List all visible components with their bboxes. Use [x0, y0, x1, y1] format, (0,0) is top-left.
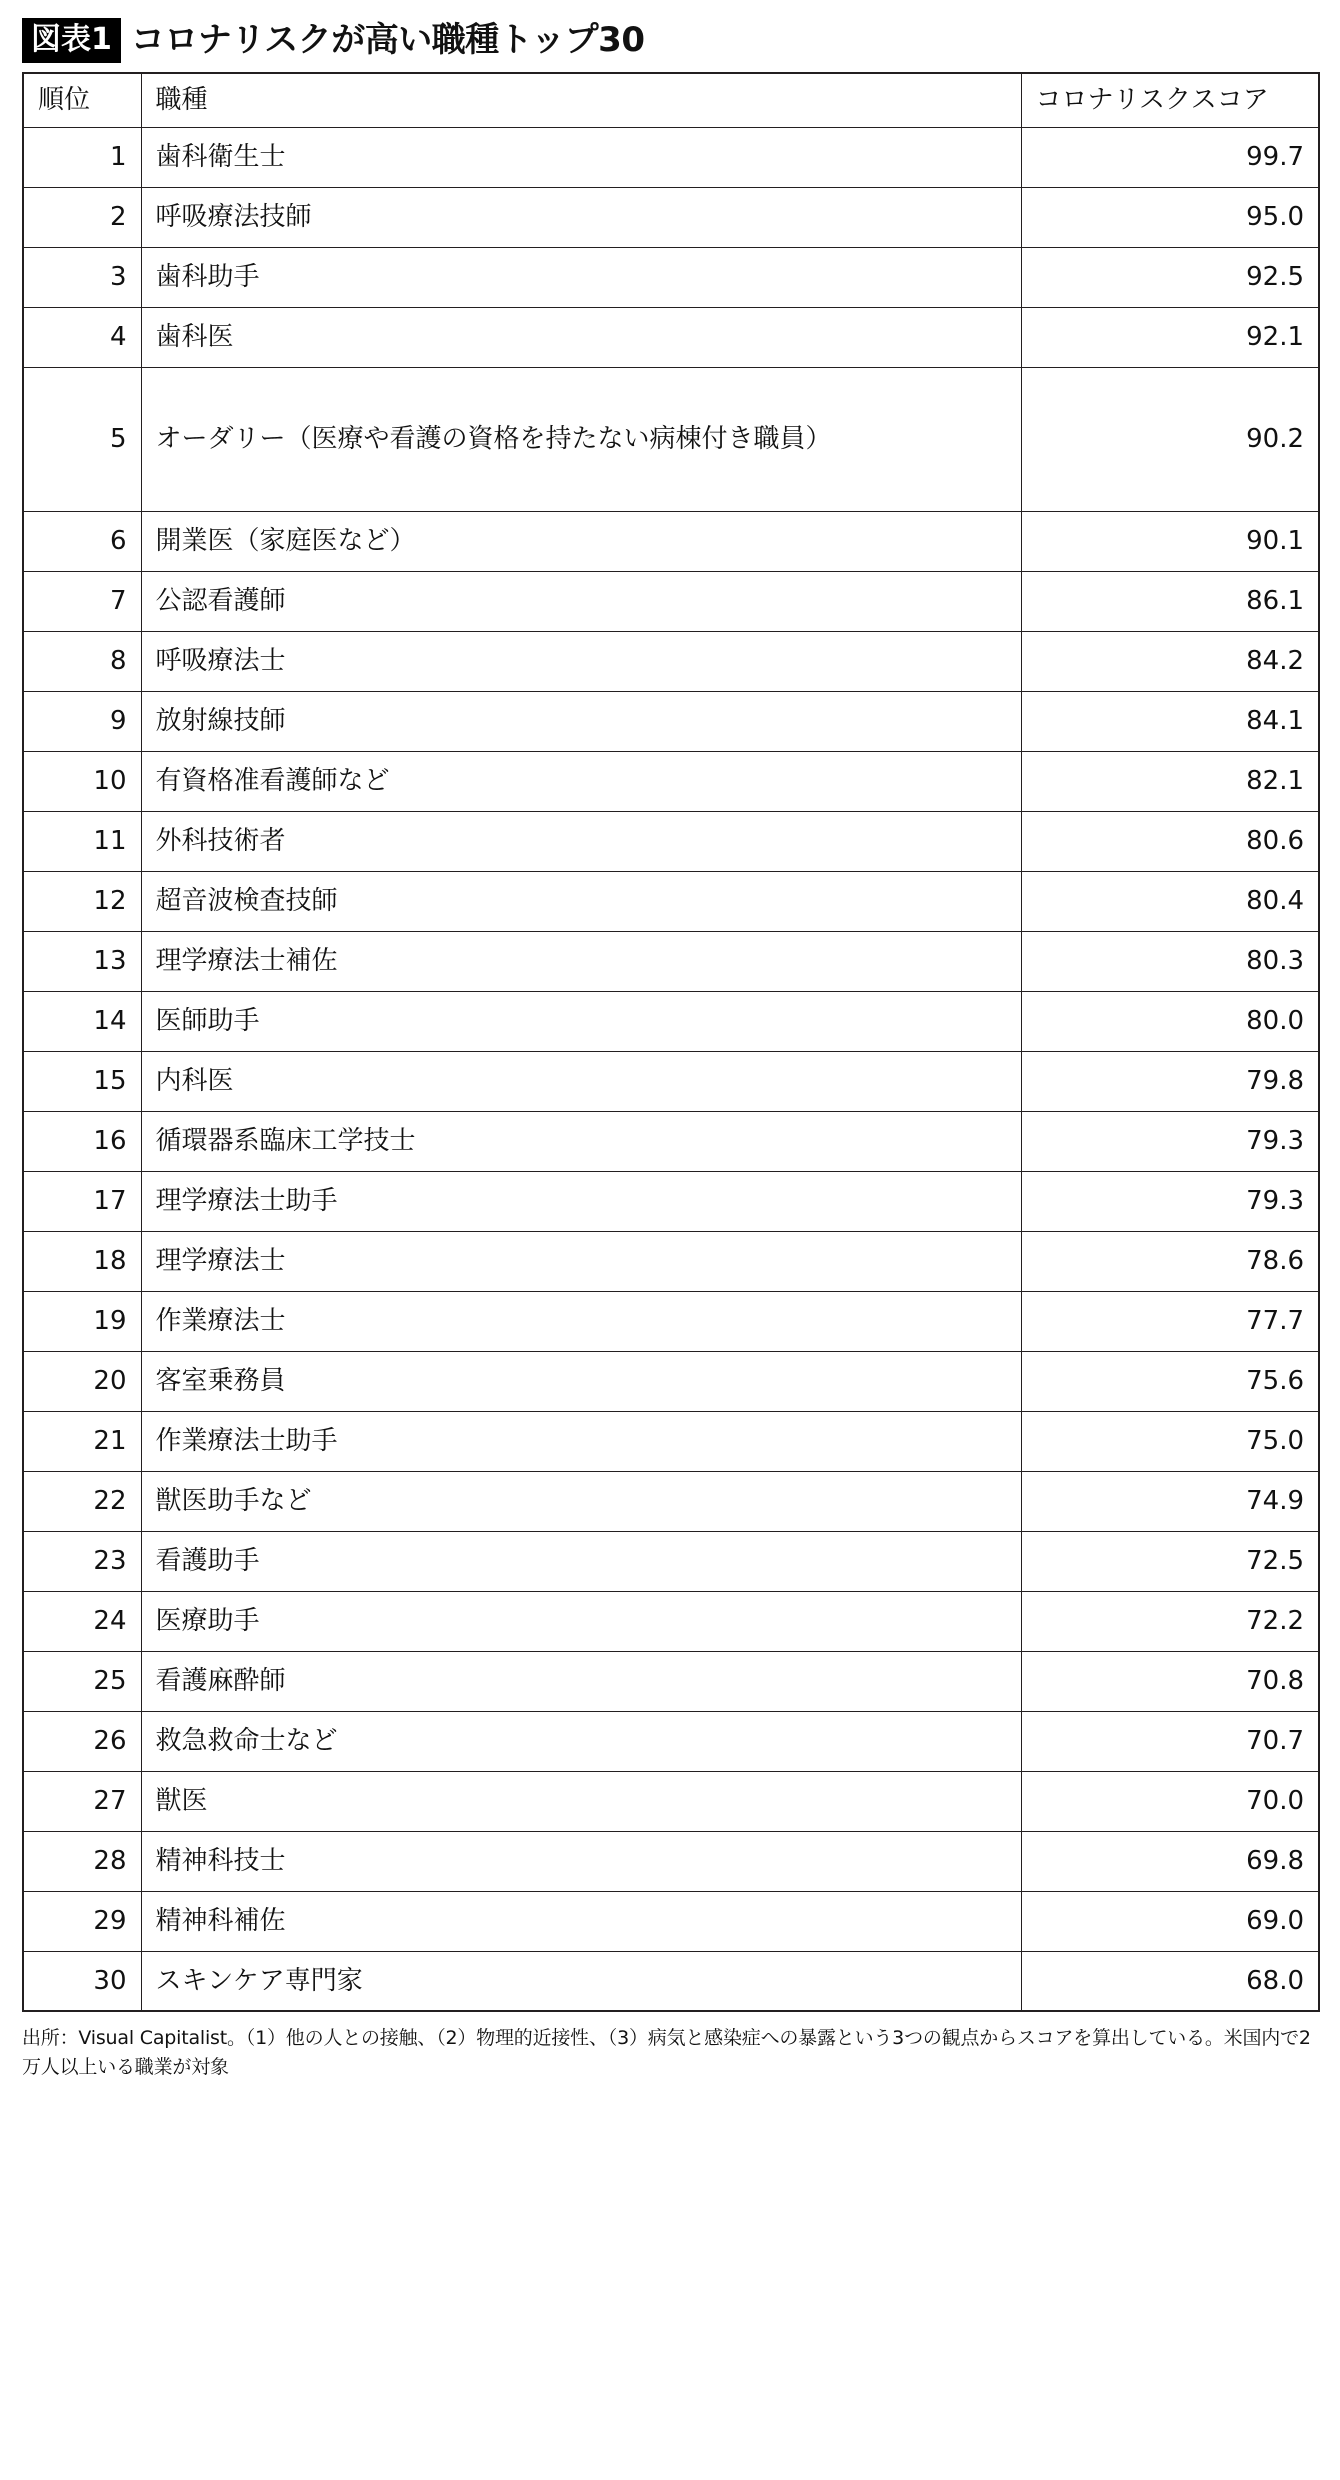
cell-rank: 6: [23, 511, 141, 571]
cell-job: 作業療法士助手: [141, 1411, 1021, 1471]
cell-score: 90.2: [1021, 367, 1319, 511]
cell-rank: 8: [23, 631, 141, 691]
cell-rank: 25: [23, 1651, 141, 1711]
column-header-score: コロナリスクスコア: [1021, 73, 1319, 127]
cell-rank: 13: [23, 931, 141, 991]
cell-job: 開業医（家庭医など）: [141, 511, 1021, 571]
table-row: [23, 1771, 1319, 1831]
table-row: [23, 571, 1319, 631]
cell-score: 77.7: [1021, 1291, 1319, 1351]
cell-job: 獣医助手など: [141, 1471, 1021, 1531]
cell-job: 歯科助手: [141, 247, 1021, 307]
table-body: [23, 127, 1319, 2011]
cell-score: 70.0: [1021, 1771, 1319, 1831]
cell-job: 放射線技師: [141, 691, 1021, 751]
cell-score: 99.7: [1021, 127, 1319, 187]
cell-score: 72.2: [1021, 1591, 1319, 1651]
cell-job: 看護麻酔師: [141, 1651, 1021, 1711]
cell-rank: 24: [23, 1591, 141, 1651]
cell-score: 70.7: [1021, 1711, 1319, 1771]
page-title: コロナリスクが高い職種トップ30: [130, 20, 645, 60]
table-row: [23, 991, 1319, 1051]
table-row: [23, 127, 1319, 187]
cell-score: 70.8: [1021, 1651, 1319, 1711]
table-row: [23, 247, 1319, 307]
table-row: [23, 691, 1319, 751]
figure-number-badge: 図表1: [22, 18, 121, 63]
table-row: [23, 1951, 1319, 2011]
table-row: [23, 1051, 1319, 1111]
table-row: [23, 1231, 1319, 1291]
cell-job: 医師助手: [141, 991, 1021, 1051]
cell-rank: 28: [23, 1831, 141, 1891]
risk-ranking-table: [22, 72, 1320, 2012]
cell-score: 80.3: [1021, 931, 1319, 991]
cell-score: 74.9: [1021, 1471, 1319, 1531]
table-header: [23, 73, 1319, 127]
cell-score: 80.4: [1021, 871, 1319, 931]
cell-rank: 10: [23, 751, 141, 811]
cell-score: 80.0: [1021, 991, 1319, 1051]
cell-job: 公認看護師: [141, 571, 1021, 631]
cell-score: 75.0: [1021, 1411, 1319, 1471]
cell-job: 作業療法士: [141, 1291, 1021, 1351]
cell-score: 84.2: [1021, 631, 1319, 691]
cell-score: 69.0: [1021, 1891, 1319, 1951]
cell-job: 精神科補佐: [141, 1891, 1021, 1951]
cell-job: 理学療法士助手: [141, 1171, 1021, 1231]
table-row: [23, 1711, 1319, 1771]
cell-score: 84.1: [1021, 691, 1319, 751]
cell-score: 86.1: [1021, 571, 1319, 631]
cell-rank: 21: [23, 1411, 141, 1471]
table-row: [23, 1651, 1319, 1711]
cell-score: 82.1: [1021, 751, 1319, 811]
table-row: [23, 1171, 1319, 1231]
table-row: [23, 307, 1319, 367]
table-row: [23, 931, 1319, 991]
cell-score: 79.3: [1021, 1171, 1319, 1231]
cell-rank: 11: [23, 811, 141, 871]
cell-rank: 17: [23, 1171, 141, 1231]
cell-job: 超音波検査技師: [141, 871, 1021, 931]
cell-job: 歯科医: [141, 307, 1021, 367]
table-row: [23, 751, 1319, 811]
cell-job: スキンケア専門家: [141, 1951, 1021, 2011]
cell-job: オーダリー（医療や看護の資格を持たない病棟付き職員）: [141, 367, 1021, 511]
cell-job: 有資格准看護師など: [141, 751, 1021, 811]
cell-score: 92.5: [1021, 247, 1319, 307]
cell-score: 92.1: [1021, 307, 1319, 367]
cell-job: 歯科衛生士: [141, 127, 1021, 187]
cell-rank: 3: [23, 247, 141, 307]
cell-rank: 19: [23, 1291, 141, 1351]
table-header-row: [23, 73, 1319, 127]
cell-rank: 2: [23, 187, 141, 247]
cell-rank: 26: [23, 1711, 141, 1771]
cell-job: 理学療法士: [141, 1231, 1021, 1291]
table-row: [23, 1351, 1319, 1411]
figure-title: [22, 14, 1318, 66]
table-row: [23, 871, 1319, 931]
cell-job: 看護助手: [141, 1531, 1021, 1591]
cell-rank: 15: [23, 1051, 141, 1111]
table-row: [23, 1291, 1319, 1351]
table-row: [23, 1531, 1319, 1591]
table-row: [23, 1471, 1319, 1531]
cell-job: 呼吸療法士: [141, 631, 1021, 691]
table-row: [23, 1111, 1319, 1171]
cell-rank: 16: [23, 1111, 141, 1171]
cell-job: 救急救命士など: [141, 1711, 1021, 1771]
cell-job: 医療助手: [141, 1591, 1021, 1651]
table-row: [23, 1591, 1319, 1651]
source-footnote: 出所：Visual Capitalist。（1）他の人との接触、（2）物理的近接性、（3）病気と感染症への暴露という3つの観点からスコアを算出している。米国内で2万人以上いる職業が対象: [22, 2027, 1311, 2078]
cell-score: 69.8: [1021, 1831, 1319, 1891]
table-row: [23, 367, 1319, 511]
cell-rank: 4: [23, 307, 141, 367]
table-row: [23, 1411, 1319, 1471]
cell-rank: 23: [23, 1531, 141, 1591]
cell-rank: 18: [23, 1231, 141, 1291]
cell-score: 79.3: [1021, 1111, 1319, 1171]
cell-score: 80.6: [1021, 811, 1319, 871]
cell-score: 68.0: [1021, 1951, 1319, 2011]
cell-job: 呼吸療法技師: [141, 187, 1021, 247]
cell-rank: 30: [23, 1951, 141, 2011]
cell-score: 75.6: [1021, 1351, 1319, 1411]
cell-rank: 29: [23, 1891, 141, 1951]
cell-rank: 14: [23, 991, 141, 1051]
table-row: [23, 511, 1319, 571]
column-header-rank: 順位: [23, 73, 141, 127]
cell-rank: 1: [23, 127, 141, 187]
cell-rank: 27: [23, 1771, 141, 1831]
cell-job: 外科技術者: [141, 811, 1021, 871]
cell-rank: 20: [23, 1351, 141, 1411]
cell-score: 95.0: [1021, 187, 1319, 247]
cell-score: 90.1: [1021, 511, 1319, 571]
cell-rank: 7: [23, 571, 141, 631]
cell-job: 内科医: [141, 1051, 1021, 1111]
cell-rank: 9: [23, 691, 141, 751]
column-header-job: 職種: [141, 73, 1021, 127]
cell-job: 客室乗務員: [141, 1351, 1021, 1411]
table-row: [23, 1891, 1319, 1951]
table-row: [23, 187, 1319, 247]
table-row: [23, 1831, 1319, 1891]
cell-job: 理学療法士補佐: [141, 931, 1021, 991]
cell-score: 72.5: [1021, 1531, 1319, 1591]
cell-job: 獣医: [141, 1771, 1021, 1831]
cell-score: 79.8: [1021, 1051, 1319, 1111]
table-row: [23, 631, 1319, 691]
table-row: [23, 811, 1319, 871]
cell-rank: 22: [23, 1471, 141, 1531]
cell-rank: 5: [23, 367, 141, 511]
cell-rank: 12: [23, 871, 141, 931]
cell-job: 精神科技士: [141, 1831, 1021, 1891]
cell-score: 78.6: [1021, 1231, 1319, 1291]
cell-job: 循環器系臨床工学技士: [141, 1111, 1021, 1171]
